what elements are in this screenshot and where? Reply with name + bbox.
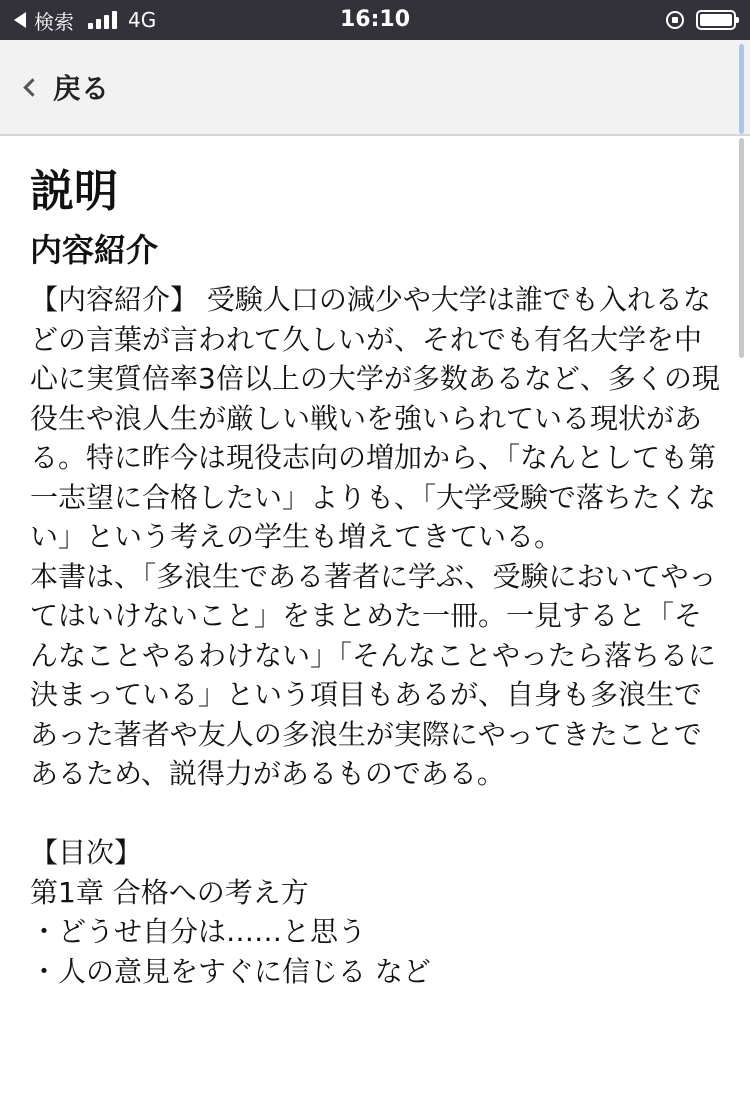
nav-bar <box>0 40 750 136</box>
description-content <box>30 160 722 991</box>
status-right <box>666 0 736 40</box>
lock-rotation-icon <box>666 11 684 29</box>
back-label: 戻る <box>53 72 110 105</box>
description-paragraph-1: 【内容紹介】 受験人口の減少や大学は誰でも入れるなどの言葉が言われて久しいが、それでも有名大学を中心に実質倍率3倍以上の大学が多数あるなど、多くの現役生や浪人生が厳しい戦いを強いられている現状がある。特に昨今は現役志向の増加から、「なんとしても第一志望に合格したい」よりも、「大学受験で落ちたくない」という考えの学生も増えてきている。 <box>30 283 720 553</box>
back-app-label[interactable]: 検索 <box>34 9 74 34</box>
section-title: 内容紹介 <box>30 231 159 269</box>
back-button[interactable] <box>26 40 109 134</box>
toc-heading: 【目次】 <box>30 836 143 869</box>
description-paragraph-2: 本書は、「多浪生である著者に学ぶ、受験においてやってはいけないこと」をまとめた一冊。一見すると「そんなことやるわけない」「そんなことやったら落ちるに決まっている」という項目もあるが、自身も多浪生であった著者や友人の多浪生が実際にやってきたことであるため、説得力があるものである。 <box>30 559 717 790</box>
content-scrollbar[interactable] <box>739 138 744 358</box>
battery-icon <box>696 10 736 30</box>
toc-chapter: 第1章 合格への考え方 <box>30 875 309 909</box>
blank-line <box>30 794 722 834</box>
network-label: 4G <box>128 8 157 32</box>
toc-item: ・どうせ自分は……と思う <box>30 915 367 948</box>
page-title: 説明 <box>30 166 118 217</box>
status-bar <box>0 0 750 40</box>
chevron-left-icon <box>23 78 41 96</box>
toc-item: ・人の意見をすぐに信じる など <box>30 954 431 988</box>
nav-scroll-indicator <box>739 44 744 134</box>
status-time: 16:10 <box>339 7 411 32</box>
